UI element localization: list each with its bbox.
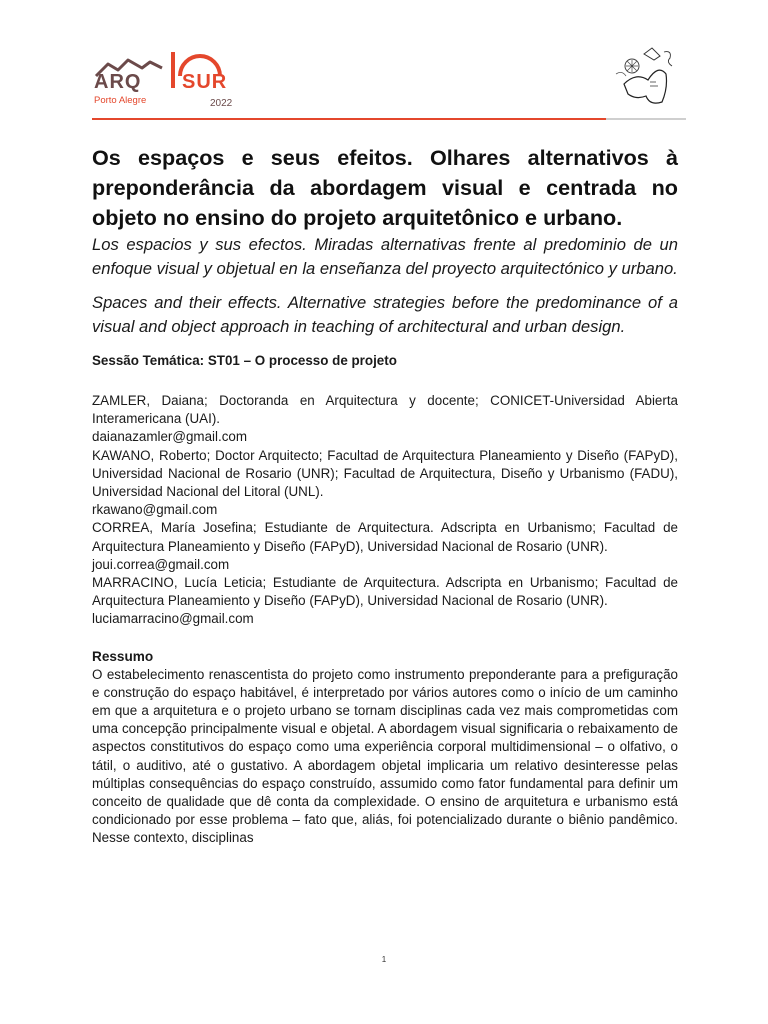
author-affiliation: CORREA, María Josefina; Estudiante de Arquitectura. Adscripta en Urbanismo; Facultad de Arquitectura Planeamiento y Diseño (FAPyD), Universidad Nacional de Rosario (UNR). <box>92 520 678 554</box>
abstract-heading: Ressumo <box>92 648 154 664</box>
authors-block <box>92 392 678 629</box>
logo-word-right: SUR <box>182 71 228 93</box>
logo-word-left: ARQ <box>94 71 142 93</box>
author-affiliation: KAWANO, Roberto; Doctor Arquitecto; Facultad de Arquitectura Planeamiento y Diseño (FAPyD), Universidad Nacional de Rosario (UNR); Facultad de Arquitectura, Diseño y Urbanismo (FADU), Universidad Nacional del Litoral (UNL). <box>92 447 678 500</box>
logo-pillar <box>171 52 175 88</box>
abstract-body: O estabelecimento renascentista do projeto como instrumento preponderante para a prefiguração e construção do espaço habitável, é interpretado por vários autores como o início de um caminho em que a arquitetura e o projeto urbano se tornam disciplinas cada vez mais comprometidas com uma concepção principalmente visual e objetal. A abordagem visual significaria o rebaixamento de aspectos constitutivos do espaço como uma experiência corporal multidimensional – o olfativo, o tátil, o auditivo, até o gustativo. A abordagem objetal implicaria um relativo desinteresse pelas múltiplas consequências do espaço construído, assumido como fator fundamental para definir um conceito de qualidade que dê conta da complexidade. O ensino de arquitetura e urbanismo está condicionado por esse problema – fato que, aliás, foi potencializado durante o biênio pandêmico. Nesse contexto, disciplinas <box>92 666 678 846</box>
logo-city: Porto Alegre <box>94 95 147 106</box>
author-email: rkawano@gmail.com <box>92 502 218 518</box>
subtitle-spanish: Los espacios y sus efectos. Miradas alternativas frente al predominio de un enfoque visual y objetual en la enseñanza del proyecto arquitectónico y urbano. <box>92 235 678 278</box>
page-number: 1 <box>381 955 387 964</box>
subtitle-english: Spaces and their effects. Alternative strategies before the predominance of a visual and object approach in teaching of architectural and urban design. <box>92 293 678 336</box>
author-email: luciamarracino@gmail.com <box>92 611 254 627</box>
session-label: Sessão Temática: ST01 – O processo de projeto <box>92 353 397 368</box>
sketch-seal-image <box>606 44 686 108</box>
author-email: daianazamler@gmail.com <box>92 429 247 445</box>
header-divider <box>92 118 686 120</box>
arquisur-logo <box>92 46 252 112</box>
author-affiliation: MARRACINO, Lucía Leticia; Estudiante de Arquitectura. Adscripta en Urbanismo; Facultad de Arquitectura Planeamiento y Diseño (FAPyD), Universidad Nacional de Rosario (UNR). <box>92 575 678 609</box>
author-affiliation: ZAMLER, Daiana; Doctoranda en Arquitectura y docente; CONICET-Universidad Abierta Interamericana (UAI). <box>92 393 678 427</box>
logo-year: 2022 <box>210 98 233 109</box>
main-content <box>92 143 678 848</box>
paper-title: Os espaços e seus efeitos. Olhares alternativos à preponderância da abordagem visual e centrada no objeto no ensino do projeto arquitetônico e urbano. <box>92 145 678 230</box>
author-email: joui.correa@gmail.com <box>92 556 230 572</box>
header-divider-gray <box>606 118 686 120</box>
